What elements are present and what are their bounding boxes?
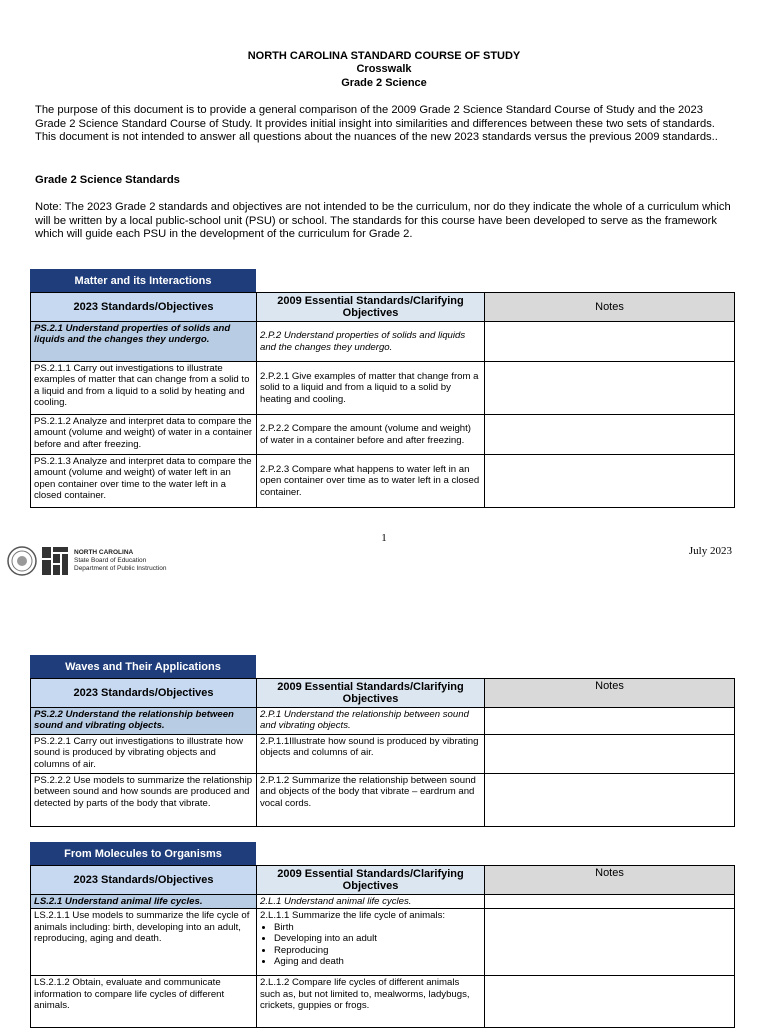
column-header-notes: Notes bbox=[485, 293, 735, 322]
column-header-2023: 2023 Standards/Objectives bbox=[31, 679, 257, 708]
crosswalk-table-molecules bbox=[30, 865, 735, 1028]
standard-2009: 2.L.1 Understand animal life cycles. bbox=[257, 895, 485, 909]
standards-heading: Grade 2 Science Standards bbox=[35, 174, 180, 186]
table-row bbox=[31, 976, 735, 1028]
table-row bbox=[31, 322, 735, 362]
table-row bbox=[31, 909, 735, 976]
objective-2009: 2.P.2.1 Give examples of matter that change from a solid to a liquid and from a liquid to a solid by heating and cooling. bbox=[257, 362, 485, 415]
notes-cell bbox=[485, 362, 735, 415]
notes-cell bbox=[485, 895, 735, 909]
notes-cell bbox=[485, 735, 735, 774]
objective-2023: PS.2.1.1 Carry out investigations to illustrate examples of matter that can change from a solid to a liquid and from a liquid to a solid by heating and cooling. bbox=[31, 362, 257, 415]
column-header-2009: 2009 Essential Standards/Clarifying Objectives bbox=[257, 866, 485, 895]
column-header-2009: 2009 Essential Standards/Clarifying Objectives bbox=[257, 293, 485, 322]
objective-2023: PS.2.1.3 Analyze and interpret data to compare the amount (volume and weight) of water left in an open container over time to the water left in a closed container. bbox=[31, 455, 257, 508]
table-row bbox=[31, 735, 735, 774]
column-header-2009: 2009 Essential Standards/Clarifying Objectives bbox=[257, 679, 485, 708]
objective-2009: 2.P.1.2 Summarize the relationship between sound and objects of the body that vibrate – eardrum and vocal cords. bbox=[257, 774, 485, 827]
notes-cell bbox=[485, 322, 735, 362]
page-number: 1 bbox=[381, 532, 387, 544]
objective-2009 bbox=[257, 909, 485, 976]
column-header-2023: 2023 Standards/Objectives bbox=[31, 293, 257, 322]
logo-line3: Department of Public Instruction bbox=[74, 565, 167, 572]
doc-subtitle: Crosswalk bbox=[356, 63, 412, 75]
crosswalk-table-waves bbox=[30, 678, 735, 827]
list-item: • Reproducing bbox=[274, 945, 481, 956]
section-title-matter: Matter and its Interactions bbox=[30, 269, 256, 293]
column-header-2023: 2023 Standards/Objectives bbox=[31, 866, 257, 895]
objective-2009: 2.L.1.2 Compare life cycles of different animals such as, but not limited to, mealworms, ladybugs, crickets, guppies or frogs. bbox=[257, 976, 485, 1028]
notes-cell bbox=[485, 455, 735, 508]
dpi-logo-icon bbox=[41, 546, 69, 576]
table-row bbox=[31, 708, 735, 735]
doc-title: NORTH CAROLINA STANDARD COURSE OF STUDY bbox=[247, 50, 521, 62]
standard-2023: PS.2.1 Understand properties of solids and liquids and the changes they undergo. bbox=[31, 322, 257, 362]
logo-line2: State Board of Education bbox=[74, 557, 147, 564]
footer-date: July 2023 bbox=[688, 545, 732, 557]
notes-cell bbox=[485, 909, 735, 976]
logo-line1: NORTH CAROLINA bbox=[74, 549, 134, 556]
list-item: • Birth bbox=[274, 922, 481, 933]
objective-2023: LS.2.1.2 Obtain, evaluate and communicate information to compare life cycles of different animals. bbox=[31, 976, 257, 1028]
intro-paragraph: The purpose of this document is to provide a general comparison of the 2009 Grade 2 Science Standard Course of Study and the 2023 Grade 2 Science Standard Course of Study. It provides initial insight into similarities and differences between these two sets of standards. This document is not intended to answer all questions about the nuances of the new 2023 standards versus the previous 2009 standards.. bbox=[35, 104, 718, 143]
list-item: • Aging and death bbox=[274, 956, 481, 967]
objective-2023: PS.2.1.2 Analyze and interpret data to compare the amount (volume and weight) of water in a container before and after freezing. bbox=[31, 415, 257, 455]
table-row bbox=[31, 362, 735, 415]
objective-2023: LS.2.1.1 Use models to summarize the life cycle of animals including: birth, developing into an adult, reproducing, aging and death. bbox=[31, 909, 257, 976]
life-cycle-list bbox=[260, 922, 481, 968]
column-header-notes: Notes bbox=[485, 679, 735, 708]
notes-cell bbox=[485, 415, 735, 455]
notes-cell bbox=[485, 774, 735, 827]
state-seal-icon bbox=[6, 545, 38, 577]
doc-grade: Grade 2 Science bbox=[341, 77, 427, 89]
section-title-molecules: From Molecules to Organisms bbox=[30, 842, 256, 866]
crosswalk-table-matter bbox=[30, 292, 735, 508]
standard-2009: 2.P.2 Understand properties of solids and liquids and the changes they undergo. bbox=[257, 322, 485, 362]
note-paragraph: Note: The 2023 Grade 2 standards and objectives are not intended to be the curriculum, nor do they indicate the whole of a curriculum which will be written by a local public-school unit (PSU) or school. The standards for this course have been developed to serve as the framework which will guide each PSU in the development of the curriculum for Grade 2. bbox=[35, 201, 731, 240]
notes-cell bbox=[485, 976, 735, 1028]
list-item: • Developing into an adult bbox=[274, 933, 481, 944]
table-row bbox=[31, 774, 735, 827]
column-header-notes: Notes bbox=[485, 866, 735, 895]
objective-2009: 2.P.1.1Illustrate how sound is produced by vibrating objects and columns of air. bbox=[257, 735, 485, 774]
table-row bbox=[31, 415, 735, 455]
objective-2023: PS.2.2.1 Carry out investigations to illustrate how sound is produced by vibrating objects and columns of air. bbox=[31, 735, 257, 774]
table-row bbox=[31, 895, 735, 909]
objective-2009-text: 2.L.1.1 Summarize the life cycle of animals: bbox=[260, 910, 446, 922]
table-row bbox=[31, 455, 735, 508]
standard-2023: LS.2.1 Understand animal life cycles. bbox=[31, 895, 257, 909]
objective-2023: PS.2.2.2 Use models to summarize the relationship between sound and how sounds are produced and detected by parts of the body that vibrate. bbox=[31, 774, 257, 827]
standard-2009: 2.P.1 Understand the relationship between sound and vibrating objects. bbox=[257, 708, 485, 735]
objective-2009: 2.P.2.2 Compare the amount (volume and weight) of water in a container before and after freezing. bbox=[257, 415, 485, 455]
standard-2023: PS.2.2 Understand the relationship between sound and vibrating objects. bbox=[31, 708, 257, 735]
section-title-waves: Waves and Their Applications bbox=[30, 655, 256, 679]
objective-2009: 2.P.2.3 Compare what happens to water left in an open container over time as to water left in a closed container. bbox=[257, 455, 485, 508]
notes-cell bbox=[485, 708, 735, 735]
